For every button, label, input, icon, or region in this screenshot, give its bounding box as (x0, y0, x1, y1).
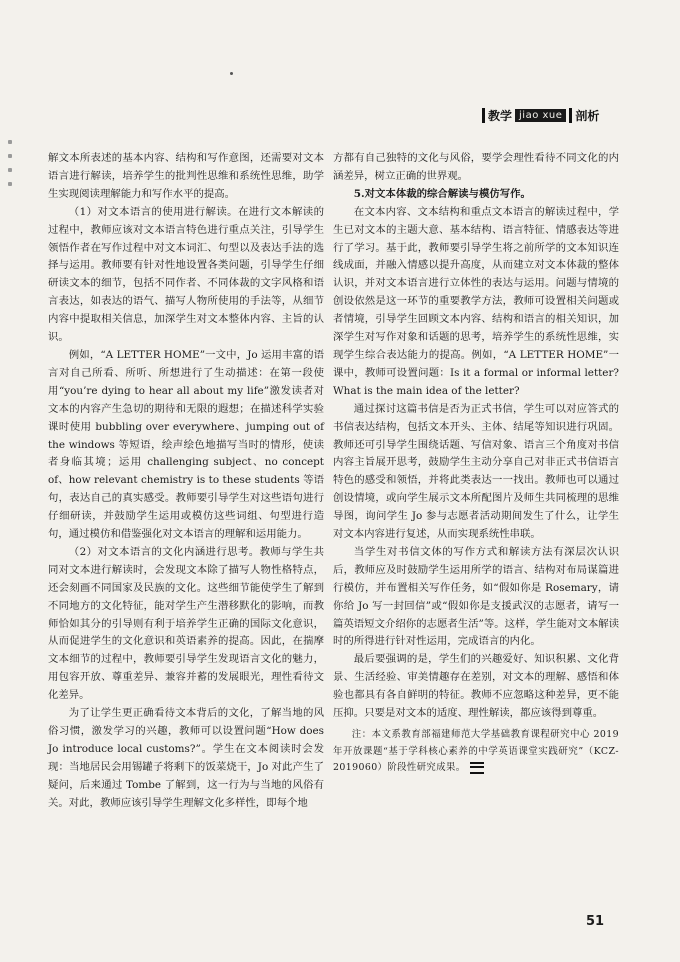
paragraph: 为了让学生更正确看待文本背后的文化，了解当地的风俗习惯，激发学习的兴趣，教师可以设置问题“How does Jo introduce local customs?”。学生在文本阅读时会发现：当地居民会用锡罐子将剩下的饭菜烧干，Jo 对此产生了疑问，后来通过 Tombe 了解到，这一行为与当地的风俗有关。对此，教师应该引导学生理解文化多样性，即每个地 (48, 707, 324, 809)
end-of-article-icon (470, 762, 484, 774)
header-bar-right (569, 108, 572, 123)
footnote: 注：本文系教育部福建师范大学基础教育课程研究中心 2019 年开放课题“基于学科核心素养的中学英语课堂实践研究”（KCZ-2019060）阶段性研究成果。 (333, 729, 619, 774)
paragraph: 当学生对书信文体的写作方式和解读方法有深层次认识后，教师应及时鼓励学生运用所学的语言、结构对布局谋篇进行模仿，并布置相关写作任务，如“假如你是 Rosemary，请你给 Jo 写一封回信”或“假如你是支援武汉的志愿者，请写一篇英语短文介绍你的志愿者生活”等。这样，学生能对文本解读时的所得进行针对性运用，完成语言的内化。 (333, 545, 619, 648)
right-text-column (333, 150, 619, 777)
print-speck (230, 72, 233, 75)
section-pinyin: jiao xue (515, 109, 566, 122)
paragraph: 解文本所表述的基本内容、结构和写作意图，还需要对文本语言进行解读，培养学生的批判性思维和系统性思维，助学生实现阅读理解能力和写作水平的提高。 (48, 152, 324, 200)
paragraph: （2）对文本语言的文化内涵进行思考。教师与学生共同对文本进行解读时，会发现文本除了描写人物性格特点，还会刻画不同国家及民族的文化。这些细节能使学生了解到不同地方的文化特征，能对学生产生潜移默化的影响，而教师恰如其分的引导则有利于培养学生正确的国际文化意识，从而促进学生的文化意识和英语素养的提高。因此，在揣摩文本细节的过程中，教师要引导学生发现语言文化的魅力，用包容开放、尊重差异、兼容并蓄的发展眼光，理性看待文化差异。 (48, 545, 324, 702)
paragraph: （1）对文本语言的使用进行解读。在进行文本解读的过程中，教师应该对文本语言特色进行重点关注，引导学生领悟作者在写作过程中对文本词汇、句型以及表达手法的选择与运用。教师要有针对性地设置各类问题，引导学生仔细研读文本的细节，包括不同作者、不同体裁的文字风格和语言表达，如表达的语气、描写人物所使用的手法等，从细节内容中提取相关信息，加深学生对文本整体内容、主旨的认识。 (48, 205, 324, 344)
paragraph: 通过探讨这篇书信是否为正式书信，学生可以对应答式的书信表达结构，包括文本开头、主体、结尾等知识进行巩固。教师还可引导学生围绕话题、写信对象、语言三个角度对书信内容主旨展开思考，鼓励学生主动分享自己对非正式书信语言特色的感受和领悟，并将此类表达一一找出。教师也可以通过创设情境，或向学生展示文本所配图片及师生共同梳理的思维导图，询问学生 Jo 参与志愿者活动期间发生了什么，让学生对文本内容进行复述，从而实现系统性串联。 (333, 402, 619, 541)
section-heading: 5.对文本体裁的综合解读与模仿写作。 (353, 187, 531, 200)
section-label: 教学 (488, 109, 513, 123)
header-bar-left (482, 108, 485, 123)
paragraph: 例如，“A LETTER HOME”一文中，Jo 运用丰富的语言对自己所看、所听、所想进行了生动描述：在第一段使用“you’re dying to hear all about my life”激发读者对文本的内容产生急切的期待和无限的遐想；在描述科学实验课时使用 bubbling over everywhere、jumping out of the windows 等短语，绘声绘色地描写当时的情形，使读者身临其境；运用 challenging subject、no concept of、how relevant chemistry is to these students 等语句，表达自己的真实感受。教师要引导学生对这些语句进行仔细研读，并鼓励学生运用或模仿这些词组、句型进行造句，通过模仿和借鉴强化对文本语言的理解和运用能力。 (48, 348, 324, 541)
paragraph: 方都有自己独特的文化与风俗，要学会理性看待不同文化的内涵差异，树立正确的世界观。 (333, 152, 619, 182)
paragraph: 最后要强调的是，学生们的兴趣爱好、知识积累、文化背景、生活经验、审美情趣存在差别，对文本的理解、感悟和体验也都具有各自鲜明的特征。教师不应忽略这种差异，更不能压抑。只要是对文本的适度、理性解读，都应该得到尊重。 (333, 653, 619, 720)
left-text-column (48, 150, 324, 813)
paragraph: 在文本内容、文本结构和重点文本语言的解读过程中，学生已对文本的主题大意、基本结构、语言特征、情感表达等进行了学习。基于此，教师要引导学生将之前所学的文本知识连线成面，并融入情感以提升高度，从而建立对文本体裁的整体认识，并对文本语言进行立体性的表达与运用。问题与情境的创设依然是这一环节的重要教学方法，教师可设置相关问题或者情境，引导学生回顾文本内容、结构和语言的相关知识，加深学生对写作对象和话题的思考，培养学生的系统性思维，实现学生综合表达能力的提高。例如，“A LETTER HOME”一课中，教师可设置问题：Is it a formal or informal letter? What is the main idea of the letter? (333, 205, 619, 397)
page-number: 51 (586, 914, 605, 929)
margin-binding-marks (8, 140, 12, 186)
subsection-label: 剖析 (575, 109, 600, 123)
section-header (482, 107, 599, 124)
